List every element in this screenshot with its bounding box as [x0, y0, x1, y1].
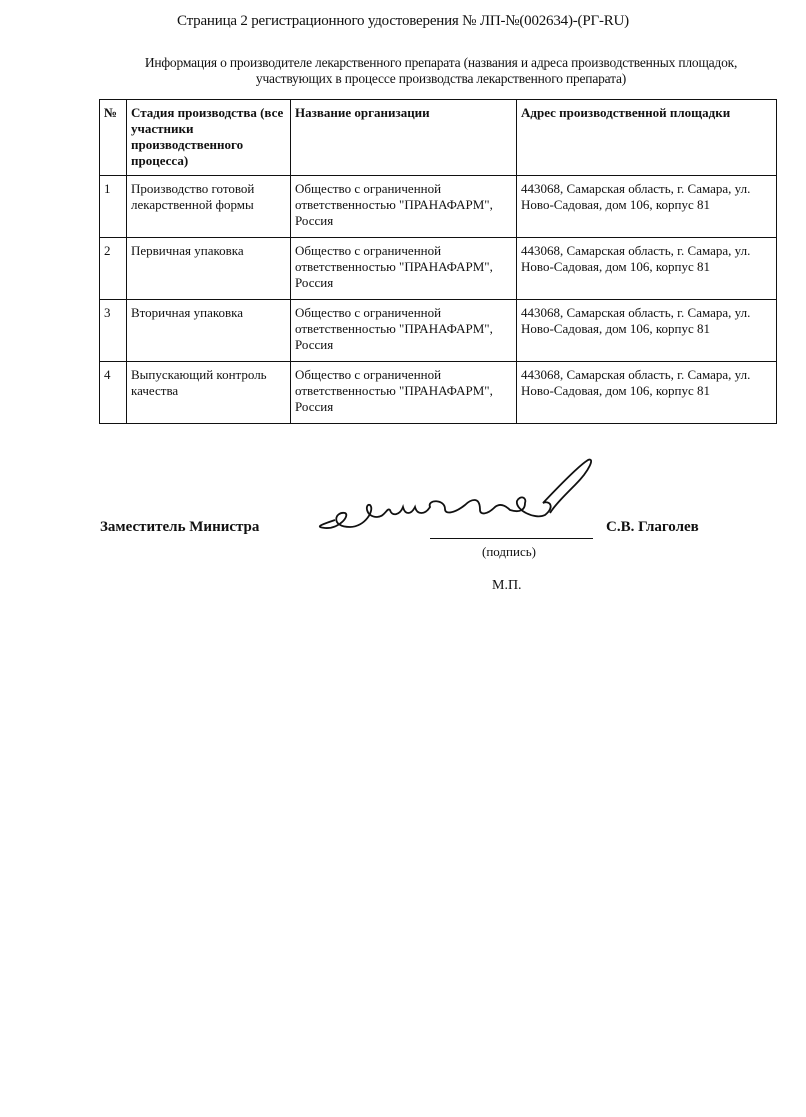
subtitle-line-1: Информация о производителе лекарственного препарата (названия и адреса производственных площадок,: [144, 55, 738, 70]
cell-organization: Общество с ограниченной ответственностью "ПРАНАФАРМ", Россия: [291, 362, 517, 424]
cell-address: 443068, Самарская область, г. Самара, ул. Ново-Садовая, дом 106, корпус 81: [517, 238, 777, 300]
signature-caption: (подпись): [482, 544, 536, 559]
cell-number: 4: [100, 362, 127, 424]
signature-line: [430, 538, 593, 539]
cell-address: 443068, Самарская область, г. Самара, ул. Ново-Садовая, дом 106, корпус 81: [517, 362, 777, 424]
cell-stage: Производство готовой лекарственной формы: [127, 176, 291, 238]
cell-stage: Вторичная упаковка: [127, 300, 291, 362]
table-row: [100, 362, 777, 424]
page-title: Страница 2 регистрационного удостоверения № ЛП-№(002634)-(РГ-RU): [177, 13, 629, 29]
cell-number: 2: [100, 238, 127, 300]
header-address: Адрес производственной площадки: [517, 100, 777, 176]
cell-address: 443068, Самарская область, г. Самара, ул. Ново-Садовая, дом 106, корпус 81: [517, 176, 777, 238]
cell-address: 443068, Самарская область, г. Самара, ул. Ново-Садовая, дом 106, корпус 81: [517, 300, 777, 362]
table-row: [100, 300, 777, 362]
table-header-row: [100, 100, 777, 176]
cell-stage: Первичная упаковка: [127, 238, 291, 300]
cell-stage: Выпускающий контроль качества: [127, 362, 291, 424]
cell-number: 1: [100, 176, 127, 238]
cell-organization: Общество с ограниченной ответственностью "ПРАНАФАРМ", Россия: [291, 176, 517, 238]
header-number: №: [100, 100, 127, 176]
table-row: [100, 176, 777, 238]
cell-organization: Общество с ограниченной ответственностью "ПРАНАФАРМ", Россия: [291, 238, 517, 300]
cell-number: 3: [100, 300, 127, 362]
table-row: [100, 238, 777, 300]
manufacturer-table: [99, 99, 777, 424]
signatory-position: Заместитель Министра: [100, 519, 260, 535]
subtitle-line-2: участвующих в процессе производства лекарственного препарата): [255, 71, 627, 86]
stamp-place-label: М.П.: [492, 578, 522, 593]
cell-organization: Общество с ограниченной ответственностью "ПРАНАФАРМ", Россия: [291, 300, 517, 362]
signatory-name: С.В. Глаголев: [606, 519, 699, 535]
section-subtitle: [96, 55, 786, 87]
header-organization: Название организации: [291, 100, 517, 176]
handwritten-signature: [305, 455, 605, 555]
header-stage: Стадия производства (все участники производственного процесса): [127, 100, 291, 176]
